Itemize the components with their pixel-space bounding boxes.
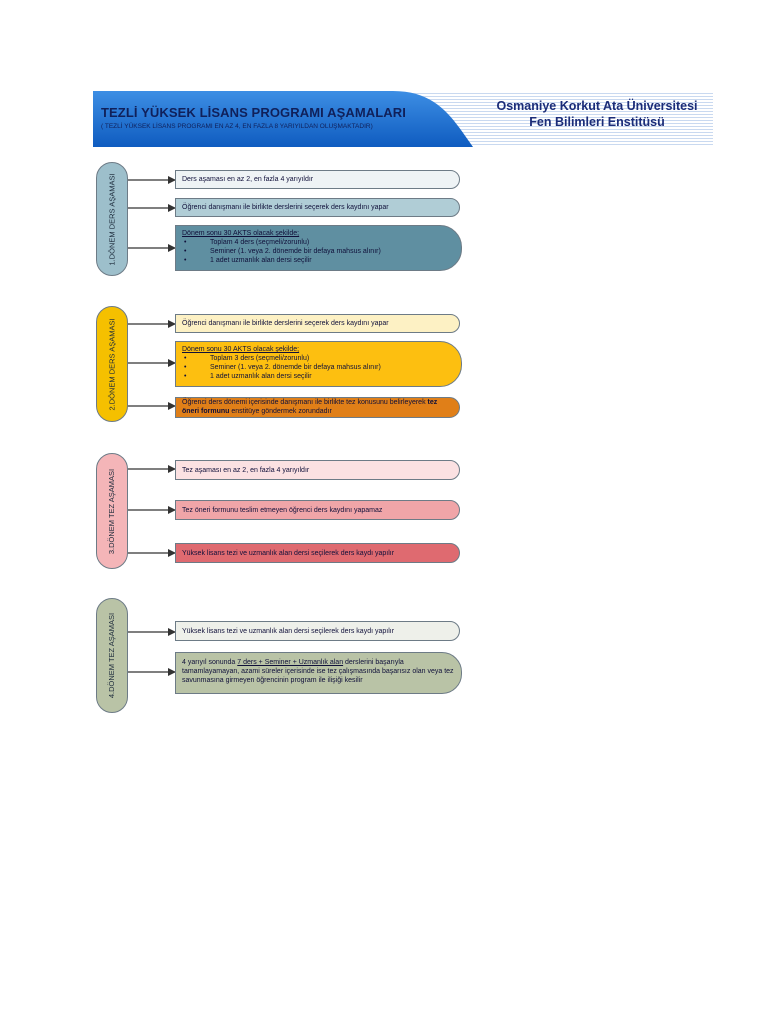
stage-1-pill bbox=[96, 162, 128, 276]
list-item: • 1 adet uzmanlık alan dersi seçilir bbox=[182, 256, 455, 265]
university-line2: Fen Bilimleri Enstitüsü bbox=[529, 115, 665, 129]
university-line1: Osmaniye Korkut Ata Üniversitesi bbox=[496, 99, 698, 113]
stage-1-box-1: Ders aşaması en az 2, en fazla 4 yarıyıldır bbox=[175, 170, 460, 189]
list-item: • Toplam 4 ders (seçmeli/zorunlu) bbox=[182, 238, 455, 247]
stage-4-box-1: Yüksek lisans tezi ve uzmanlık alan dersi seçilerek ders kaydı yapılır bbox=[175, 621, 460, 641]
stage-1-box-2: Öğrenci danışmanı ile birlikte derslerini seçerek ders kaydını yapar bbox=[175, 198, 460, 217]
page-title: TEZLİ YÜKSEK LİSANS PROGRAMI AŞAMALARI bbox=[101, 105, 406, 120]
stage-4-label: 4.DÖNEM TEZ AŞAMASI bbox=[107, 612, 117, 699]
stage-2-box-1: Öğrenci danışmanı ile birlikte derslerini seçerek ders kaydını yapar bbox=[175, 314, 460, 333]
list-item: • Seminer (1. veya 2. dönemde bir defaya mahsus alınır) bbox=[182, 247, 455, 256]
stage-2-box-2-heading: Dönem sonu 30 AKTS olacak şekilde; bbox=[182, 346, 300, 353]
list-item: • 1 adet uzmanlık alan dersi seçilir bbox=[182, 372, 455, 381]
stage-2-pill bbox=[96, 306, 128, 422]
stage-3-box-3: Yüksek lisans tezi ve uzmanlık alan dersi seçilerek ders kaydı yapılır bbox=[175, 543, 460, 563]
page-subtitle: ( TEZLİ YÜKSEK LİSANS PROGRAMI EN AZ 4, EN FAZLA 8 YARIYILDAN OLUŞMAKTADIR) bbox=[101, 123, 373, 130]
stage-2-box-2-list bbox=[182, 354, 455, 381]
stage-3-box-2: Tez öneri formunu teslim etmeyen öğrenci ders kaydını yapamaz bbox=[175, 500, 460, 520]
list-item: • Seminer (1. veya 2. dönemde bir defaya mahsus alınır) bbox=[182, 363, 455, 372]
stage-3-pill bbox=[96, 453, 128, 569]
stage-1-box-3-list bbox=[182, 238, 455, 265]
list-item: • Toplam 3 ders (seçmeli/zorunlu) bbox=[182, 354, 455, 363]
stage-2-box-3: Öğrenci ders dönemi içerisinde danışmanı ile birlikte tez konusunu belirleyerek tez öneri formunu enstitüye göndermek zorundadır bbox=[175, 397, 460, 418]
stage-1-box-3 bbox=[175, 225, 462, 271]
stage-2-label: 2.DÖNEM DERS AŞAMASI bbox=[107, 317, 117, 411]
stage-4-box-2: 4 yarıyıl sonunda 7 ders + Seminer + Uzmanlık alan derslerini başarıyla tamamlayamayan, azami süreler içerisinde ise tez çalışmasında başarısız olan veya tez savunmasına girmeyen öğrencinin program ile ilişiği kesilir bbox=[175, 652, 462, 694]
stage-2-box-2 bbox=[175, 341, 462, 387]
stage-1-label: 1.DÖNEM DERS AŞAMASI bbox=[107, 172, 117, 266]
stage-4-pill bbox=[96, 598, 128, 713]
stage-1-box-3-heading: Dönem sonu 30 AKTS olacak şekilde; bbox=[182, 230, 300, 237]
stage-3-box-1: Tez aşaması en az 2, en fazla 4 yarıyıldır bbox=[175, 460, 460, 480]
stage-3-label: 3.DÖNEM TEZ AŞAMASI bbox=[107, 468, 117, 554]
